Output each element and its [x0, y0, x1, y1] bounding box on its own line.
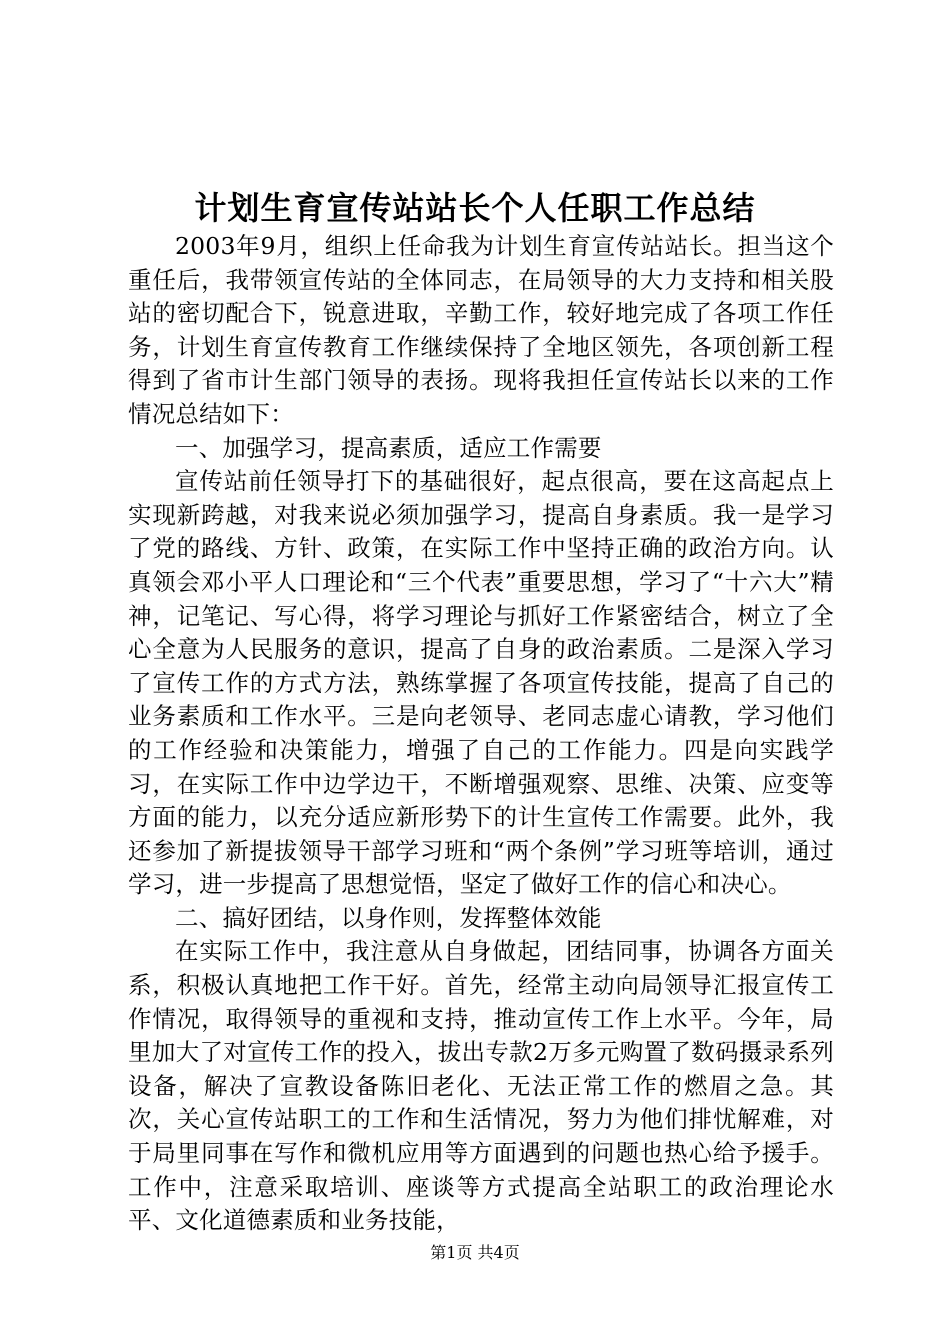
section-2-paragraph: 在实际工作中，我注意从自身做起，团结同事，协调各方面关系，积极认真地把工作干好。首先，经常主动向局领导汇报宣传工作情况，取得领导的重视和支持，推动宣传工作上水平。今年，局里加大了对宣传工作的投入，拔出专款2万多元购置了数码摄录系列设备，解决了宣教设备陈旧老化、无法正常工作的燃眉之急。其次，关心宣传站职工的工作和生活情况，努力为他们排忧解难，对于局里同事在写作和微机应用等方面遇到的问题也热心给予援手。工作中，注意采取培训、座谈等方式提高全站职工的政治理论水平、文化道德素质和业务技能， — [128, 937, 834, 1235]
document-body — [128, 230, 834, 1238]
section-1-paragraph: 宣传站前任领导打下的基础很好，起点很高，要在这高起点上实现新跨越，对我来说必须加强学习，提高自身素质。我一是学习了党的路线、方针、政策，在实际工作中坚持正确的政治方向。认真领会邓小平人口理论和“三个代表”重要思想，学习了“十六大”精神，记笔记、写心得，将学习理论与抓好工作紧密结合，树立了全心全意为人民服务的意识，提高了自身的政治素质。二是深入学习了宣传工作的方式方法，熟练掌握了各项宣传技能，提高了自己的业务素质和工作水平。三是向老领导、老同志虚心请教，学习他们的工作经验和决策能力，增强了自己的工作能力。四是向实践学习，在实际工作中边学边干，不断增强观察、思维、决策、应变等方面的能力，以充分适应新形势下的计生宣传工作需要。此外，我还参加了新提拔领导干部学习班和“两个条例”学习班等培训，通过学习，进一步提高了思想觉悟，坚定了做好工作的信心和决心。 — [128, 467, 834, 899]
section-heading-1: 一、加强学习，提高素质，适应工作需要 — [175, 433, 602, 462]
page-number-footer: 第1页 共4页 — [430, 1243, 520, 1262]
section-heading-2: 二、搞好团结，以身作则，发挥整体效能 — [175, 903, 602, 932]
intro-paragraph: 2003年9月，组织上任命我为计划生育宣传站站长。担当这个重任后，我带领宣传站的全体同志，在局领导的大力支持和相关股站的密切配合下，锐意进取，辛勤工作，较好地完成了各项工作任务，计划生育宣传教育工作继续保持了全地区领先，各项创新工程得到了省市计生部门领导的表扬。现将我担任宣传站长以来的工作情况总结如下： — [128, 232, 834, 428]
document-title: 计划生育宣传站站长个人任职工作总结 — [194, 189, 756, 227]
